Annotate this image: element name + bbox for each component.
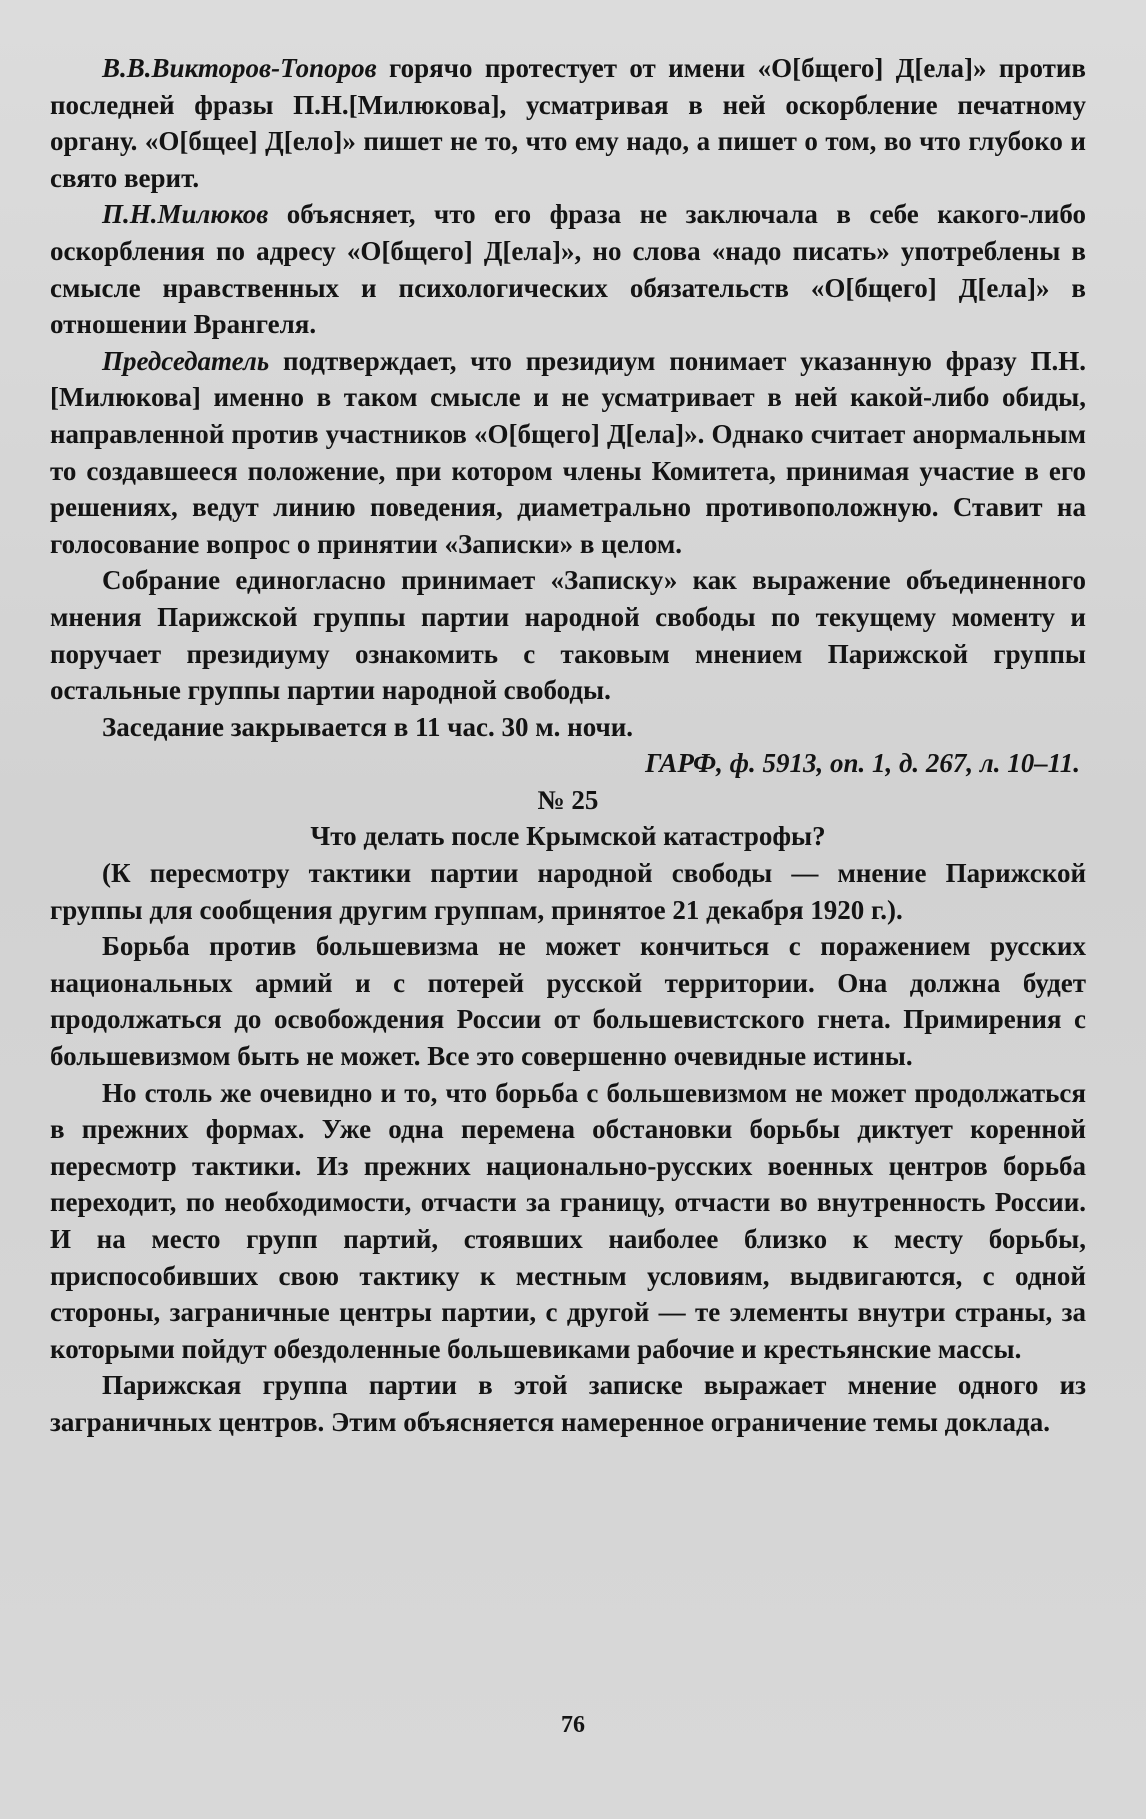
paragraph-body-1: Борьба против большевизма не может кончиться с поражением русских национальных армий и с потерей русской территории. Она должна будет продолжаться до освобождения России от большевистского гнета. Примирения с большевизмом быть не может. Все это совершенно очевидные истины. <box>50 931 1086 1072</box>
page-number: 76 <box>561 1712 585 1738</box>
paragraph-body: подтверждает, что президиум понимает указанную фразу П.Н.[Милюкова] именно в таком смысле и не усматривает в ней какой-либо обиды, направленной против участников «О[бщего] Д[ела]». Однако считает анормальным то создавшееся положение, при котором члены Комитета, принимая участие в его решениях, ведут линию поведения, диаметрально противоположную. Ставит на голосование вопрос о принятии «Записки» в целом. <box>50 345 1086 559</box>
speaker-name: В.В.Викторов-Топоров <box>102 53 377 83</box>
paragraph-body-2: Но столь же очевидно и то, что борьба с большевизмом не может продолжаться в прежних формах. Уже одна перемена обстановки борьбы диктует коренной пересмотр тактики. Из прежних национально-русских военных центров борьба переходит, по необходимости, отчасти за границу, отчасти во внутренность России. И на место групп партий, стоявших наиболее близко к месту борьбы, приспособивших свою тактику к местным условиям, выдвигаются, с одной стороны, заграничные центры партии, с другой — те элементы внутри страны, за которыми пойдут обездоленные большевиками рабочие и крестьянские массы. <box>50 1077 1086 1364</box>
paragraph-body: горячо протестует от имени «О[бщего] Д[ела]» против последней фразы П.Н.[Милюкова], усматривая в ней оскорбление печатному органу. «О[бщее] Д[ело]» пишет не то, что ему надо, а пишет о том, во что глубоко и свято верит. <box>50 53 1086 193</box>
paragraph-body: объясняет, что его фраза не заключала в себе какого-либо оскорбления по адресу «О[бщего] Д[ела]», но слова «надо писать» употреблены в смысле нравственных и психологических обязательств «О[бщего] Д[ела]» в отношении Врангеля. <box>50 199 1086 340</box>
archive-source: ГАРФ, ф. 5913, оп. 1, д. 267, л. 10–11. <box>645 748 1080 779</box>
paragraph-closing: Заседание закрывается в 11 час. 30 м. ночи. <box>102 711 634 742</box>
document-title: Что делать после Крымской катастрофы? <box>310 821 826 852</box>
paragraph-body-3: Парижская группа партии в этой записке выражает мнение одного из заграничных центров. Этим объясняется намеренное ограничение темы доклада. <box>50 1370 1086 1437</box>
paragraph-chairman <box>50 343 1086 563</box>
paragraph-milyukov <box>50 196 1086 342</box>
document-subtitle: (К пересмотру тактики партии народной свободы — мнение Парижской группы для сообщения другим группам, принятое 21 декабря 1920 г.). <box>50 858 1086 925</box>
document-number: № 25 <box>537 784 599 815</box>
speaker-name: Председатель <box>102 345 270 376</box>
paragraph-decision: Собрание единогласно принимает «Записку» как выражение объединенного мнения Парижской группы партии народной свободы по текущему моменту и поручает президиуму ознакомить с таковым мнением Парижской группы остальные группы партии народной свободы. <box>50 565 1086 706</box>
page-text <box>50 50 1086 1441</box>
speaker-name: П.Н.Милюков <box>102 199 269 230</box>
paragraph-toporov <box>50 50 1086 196</box>
